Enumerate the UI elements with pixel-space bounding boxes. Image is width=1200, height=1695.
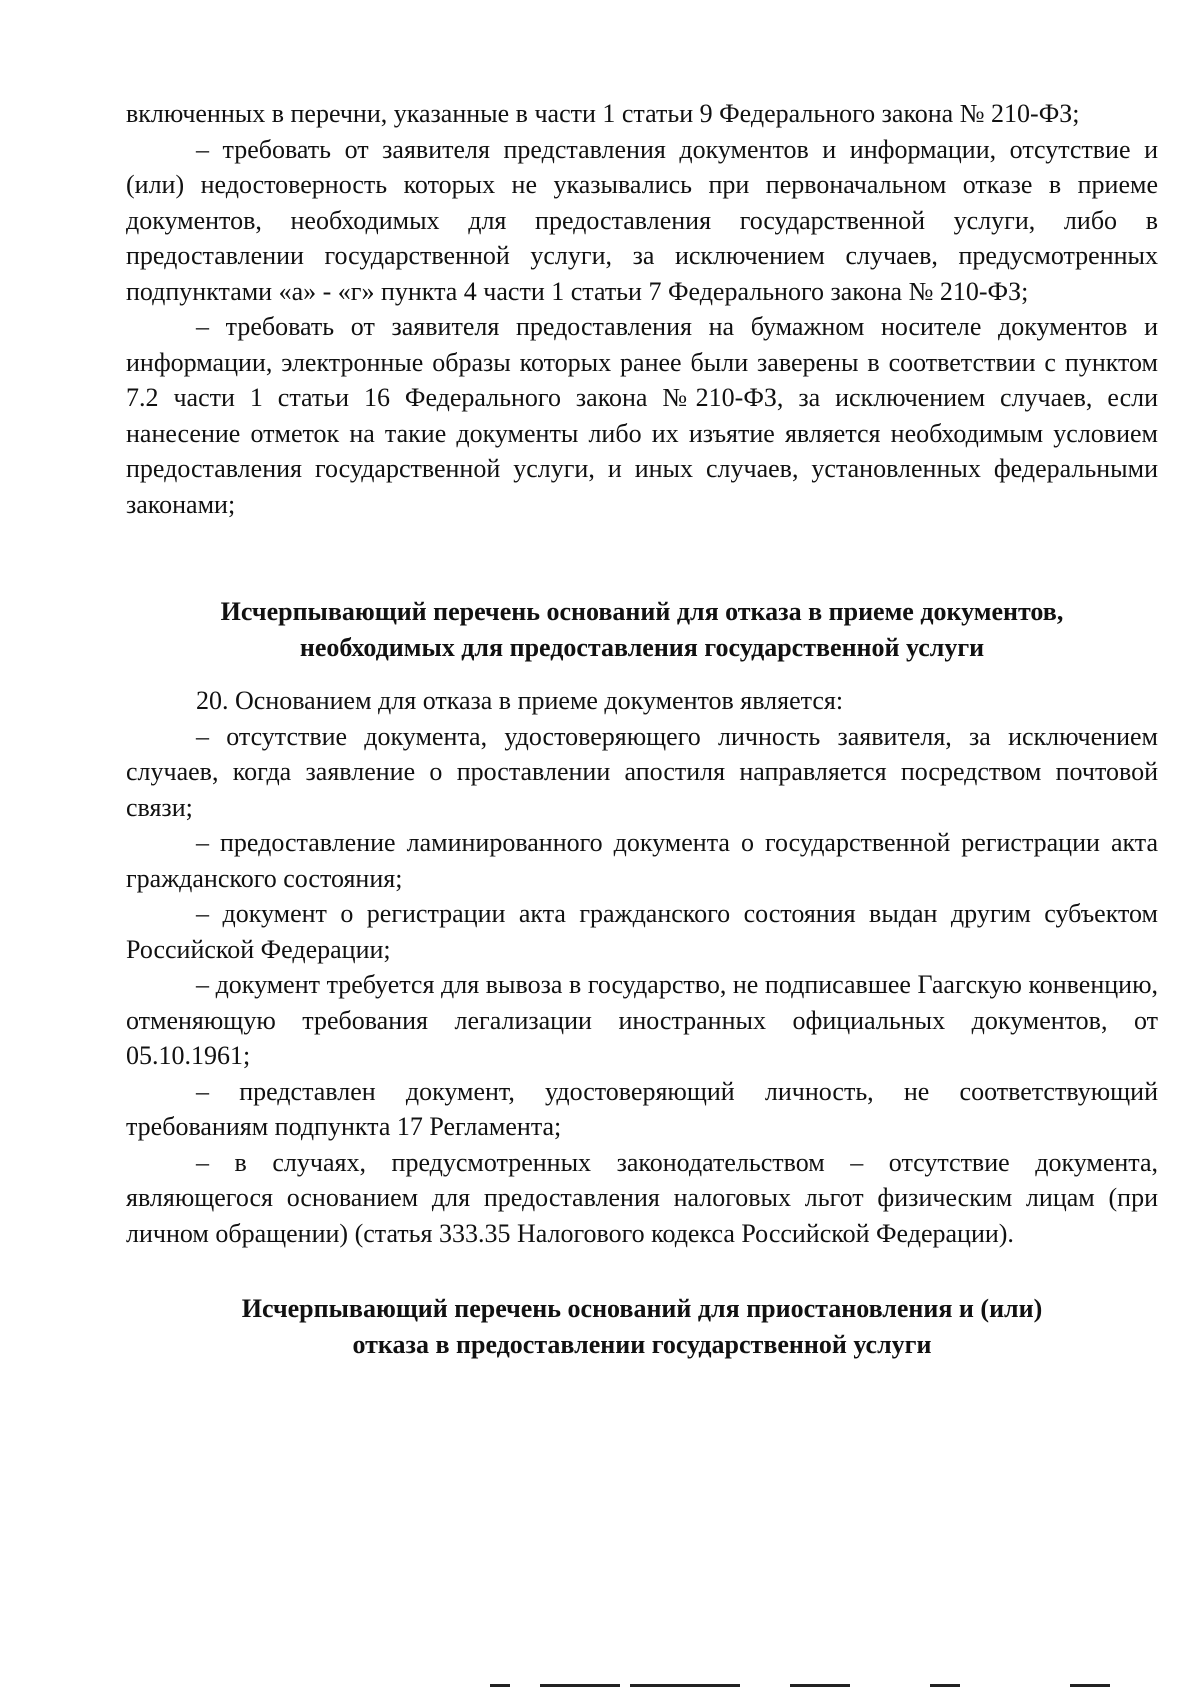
heading-line: отказа в предоставлении государственной услуги — [352, 1329, 932, 1359]
section-lead: 20. Основанием для отказа в приеме документов является: — [196, 686, 844, 715]
heading-line: необходимых для предоставления государственной услуги — [299, 632, 985, 662]
list-item: – документ требуется для вывоза в государство, не подписавшее Гаагскую конвенцию, отменяющую требования легализации иностранных официальных документов, от 05.10.1961; — [126, 970, 1158, 1070]
list-item: – документ о регистрации акта гражданского состояния выдан другим субъектом Российской Федерации; — [126, 899, 1158, 964]
paragraph: – требовать от заявителя представления документов и информации, отсутствие и (или) недостоверность которых не указывались при первоначальном отказе в приеме документов, необходимых для предоставления государственной услуги, либо в предоставлении государственной услуги, за исключением случаев, предусмотренных подпунктами «а» - «г» пункта 4 части 1 статьи 7 Федерального закона № 210-ФЗ; — [126, 134, 1158, 306]
document-page — [126, 96, 1158, 1362]
paragraph: – требовать от заявителя предоставления на бумажном носителе документов и информации, электронные образы которых ранее были заверены в соответствии с пунктом 7.2 части 1 статьи 16 Федерального закона №210-ФЗ, за исключением случаев, если нанесение отметок на такие документы либо их изъятие является необходимым условием предоставления государственной услуги, и иных случаев, установленных федеральными законами; — [126, 312, 1158, 519]
section-heading — [126, 1291, 1158, 1362]
paragraph: включенных в перечни, указанные в части 1 статьи 9 Федерального закона № 210-ФЗ; — [126, 99, 1080, 128]
list-item: – в случаях, предусмотренных законодательством – отсутствие документа, являющегося основанием для предоставления налоговых льгот физическим лицам (при личном обращении) (статья 333.35 Налогового кодекса Российской Федерации). — [126, 1147, 1158, 1248]
section-heading — [126, 594, 1158, 665]
heading-line: Исчерпывающий перечень оснований для отказа в приеме документов, — [220, 597, 1064, 626]
list-item: – представлен документ, удостоверяющий личность, не соответствующий требованиям подпункта 17 Регламента; — [126, 1076, 1158, 1141]
list-item: – предоставление ламинированного документа о государственной регистрации акта гражданского состояния; — [126, 828, 1158, 893]
heading-line: Исчерпывающий перечень оснований для приостановления и (или) — [241, 1294, 1043, 1323]
scan-edge-marks — [490, 1684, 1130, 1688]
list-item: – отсутствие документа, удостоверяющего личность заявителя, за исключением случаев, когда заявление о проставлении апостиля направляется посредством почтовой связи; — [126, 721, 1158, 822]
